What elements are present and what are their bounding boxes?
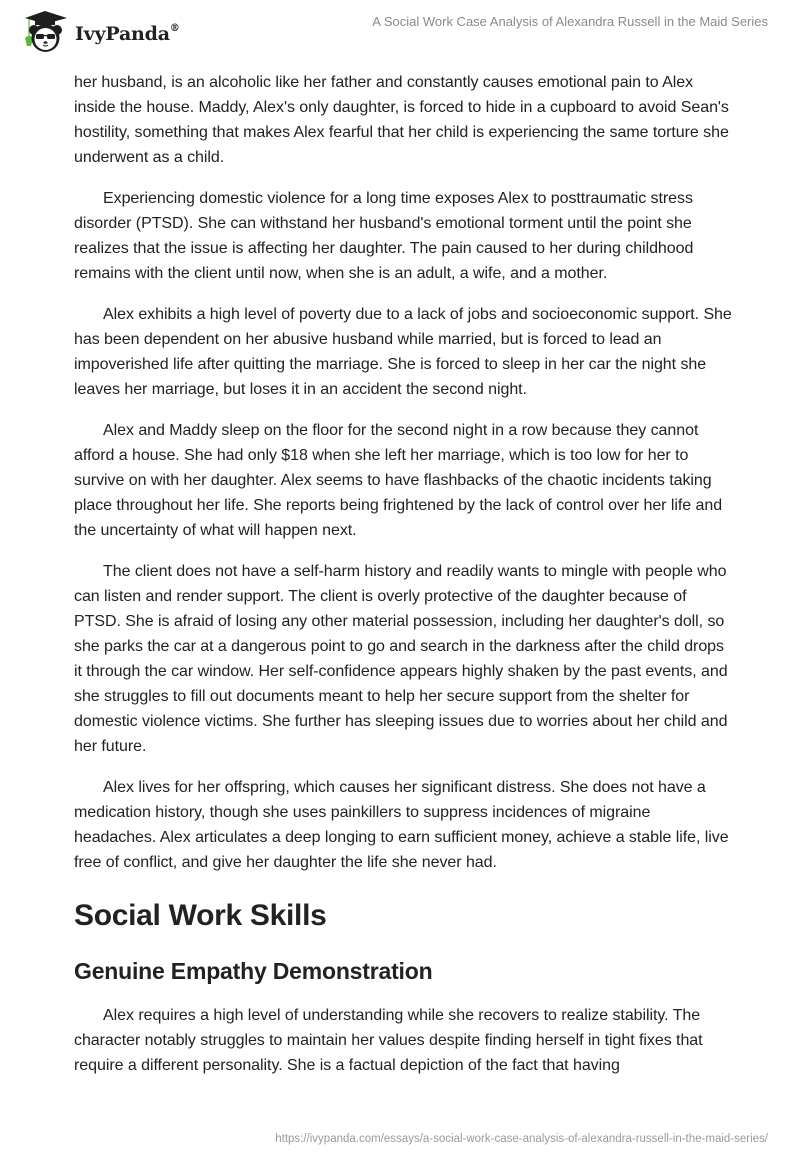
- paragraph: Alex lives for her offspring, which causes her significant distress. She does not have a medication history, though she uses painkillers to suppress incidences of migraine headaches. Alex articulates a deep longing to earn sufficient money, achieve a stable life, live free of conflict, and give her daughter the life she never had.: [74, 779, 729, 871]
- logo-wordmark: IvyPanda®: [75, 22, 180, 45]
- paragraph: Experiencing domestic violence for a long time exposes Alex to posttraumatic stress disorder (PTSD). She can withstand her husband's emotional torment until the point she realizes that the issue is affecting her daughter. The pain caused to her during childhood remains with the client until now, when she is an adult, a wife, and a mother.: [74, 190, 694, 282]
- document-title: A Social Work Case Analysis of Alexandra Russell in the Maid Series: [372, 14, 768, 29]
- paragraph: Alex requires a high level of understanding while she recovers to realize stability. The character notably struggles to maintain her values despite finding herself in tight fixes that require a different personality. She is a factual depiction of the fact that having: [74, 1007, 703, 1074]
- section-heading: Social Work Skills: [74, 899, 327, 932]
- ivypanda-logo[interactable]: [17, 8, 180, 56]
- paragraph: Alex exhibits a high level of poverty due to a lack of jobs and socioeconomic support. She has been dependent on her abusive husband while married, but is forced to lead an impoverished life after quitting the marriage. She is forced to sleep in her car the night she leaves her marriage, but loses it in an accident the second night.: [74, 306, 732, 398]
- source-url[interactable]: https://ivypanda.com/essays/a-social-work-case-analysis-of-alexandra-russell-in-the-maid-series/: [275, 1133, 768, 1145]
- subsection-heading: Genuine Empathy Demonstration: [74, 958, 433, 984]
- panda-graduate-icon: [17, 8, 73, 56]
- page-header: [0, 0, 800, 62]
- paragraph: The client does not have a self-harm history and readily wants to mingle with people who can listen and render support. The client is overly protective of the daughter because of PTSD. She is afraid of losing any other material possession, including her daughter's doll, so she parks the car at a dangerous point to go and search in the darkness after the child drops it through the car window. Her self-confidence appears highly shaken by the past events, and she struggles to fill out documents meant to help her secure support from the shelter for domestic violence victims. She further has sleeping issues due to worries about her child and her future.: [74, 563, 728, 755]
- paragraph: Alex and Maddy sleep on the floor for the second night in a row because they cannot afford a house. She had only $18 when she left her marriage, which is too low for her to survive on with her daughter. Alex seems to have flashbacks of the chaotic incidents taking place throughout her life. She reports being frightened by the lack of control over her life and the uncertainty of what will happen next.: [74, 422, 723, 539]
- paragraph: her husband, is an alcoholic like her father and constantly causes emotional pain to Alex inside the house. Maddy, Alex's only daughter, is forced to hide in a cupboard to avoid Sean's hostility, something that makes Alex fearful that her child is experiencing the same torture she underwent as a child.: [74, 74, 729, 166]
- essay-body: [74, 70, 734, 1094]
